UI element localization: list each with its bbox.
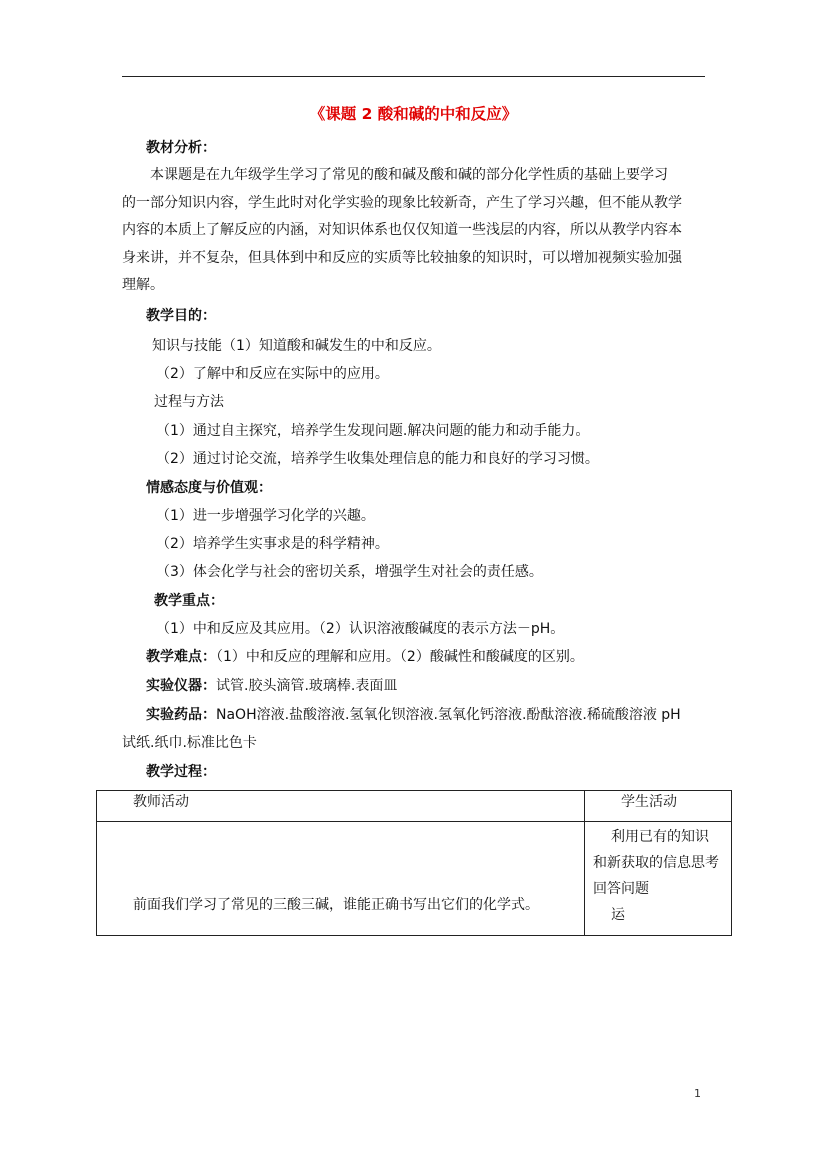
key-heading: 教学重点： <box>154 593 224 609</box>
table-row <box>97 822 732 936</box>
key-text: （1）中和反应及其应用。（2）认识溶液酸碱度的表示方法－pH。 <box>156 621 565 637</box>
student-activity-line: 运 <box>611 907 625 923</box>
analysis-paragraph <box>122 162 712 300</box>
reagent-text: NaOH溶液.盐酸溶液.氢氧化钡溶液.氢氧化钙溶液.酚酞溶液.稀硫酸溶液 pH <box>216 707 681 723</box>
difficulty-label: 教学难点： <box>146 649 216 665</box>
teacher-activity-text: 前面我们学习了常见的三酸三碱，谁能正确书写出它们的化学式。 <box>133 897 539 913</box>
emotion-item: （2）培养学生实事求是的科学精神。 <box>156 536 389 552</box>
emotion-heading: 情感态度与价值观： <box>146 480 272 496</box>
student-activity-line: 回答问题 <box>593 881 649 897</box>
document-title: 《课题 2 酸和碱的中和反应》 <box>309 105 518 123</box>
page-number: 1 <box>694 1087 701 1100</box>
emotion-item: （1）进一步增强学习化学的兴趣。 <box>156 508 375 524</box>
difficulty-row <box>146 647 584 667</box>
table-header-row <box>97 791 732 822</box>
reagent-row <box>146 705 681 725</box>
teacher-activity-cell <box>97 822 585 936</box>
reagent-text-continued: 试纸.纸巾.标准比色卡 <box>122 735 257 751</box>
goal-item: 知识与技能（1）知道酸和碱发生的中和反应。 <box>152 338 441 354</box>
analysis-line: 内容的本质上了解反应的内涵，对知识体系也仅仅知道一些浅层的内容，所以从教学内容本 <box>122 222 682 239</box>
analysis-line: 本课题是在九年级学生学习了常见的酸和碱及酸和碱的部分化学性质的基础上要学习 <box>150 167 668 183</box>
emotion-item: （3）体会化学与社会的密切关系，增强学生对社会的责任感。 <box>156 564 543 580</box>
student-activity-line: 利用已有的知识 <box>611 829 709 845</box>
instrument-label: 实验仪器： <box>146 678 216 694</box>
goal-item: （2）通过讨论交流，培养学生收集处理信息的能力和良好的学习习惯。 <box>156 451 599 467</box>
header-teacher-activity: 教师活动 <box>97 791 585 822</box>
analysis-line: 身来讲，并不复杂，但具体到中和反应的实质等比较抽象的知识时，可以增加视频实验加强 <box>122 249 682 266</box>
process-table <box>96 790 732 936</box>
header-rule <box>122 76 705 77</box>
goal-heading: 教学目的： <box>146 308 216 324</box>
goal-item: （1）通过自主探究，培养学生发现问题.解决问题的能力和动手能力。 <box>156 423 590 439</box>
analysis-line: 理解。 <box>122 277 164 294</box>
instrument-row <box>146 676 397 696</box>
header-student-activity: 学生活动 <box>585 791 732 822</box>
analysis-heading: 教材分析： <box>146 140 216 156</box>
instrument-text: 试管.胶头滴管.玻璃棒.表面皿 <box>216 678 398 694</box>
analysis-line: 的一部分知识内容，学生此时对化学实验的现象比较新奇，产生了学习兴趣，但不能从教学 <box>122 194 682 211</box>
student-activity-cell <box>585 822 732 936</box>
process-heading: 教学过程： <box>146 764 216 780</box>
goal-item: 过程与方法 <box>154 394 224 410</box>
difficulty-text: （1）中和反应的理解和应用。（2）酸碱性和酸碱度的区别。 <box>216 649 584 665</box>
reagent-label: 实验药品： <box>146 707 216 723</box>
student-activity-line: 和新获取的信息思考 <box>593 855 719 871</box>
goal-item: （2）了解中和反应在实际中的应用。 <box>156 366 389 382</box>
